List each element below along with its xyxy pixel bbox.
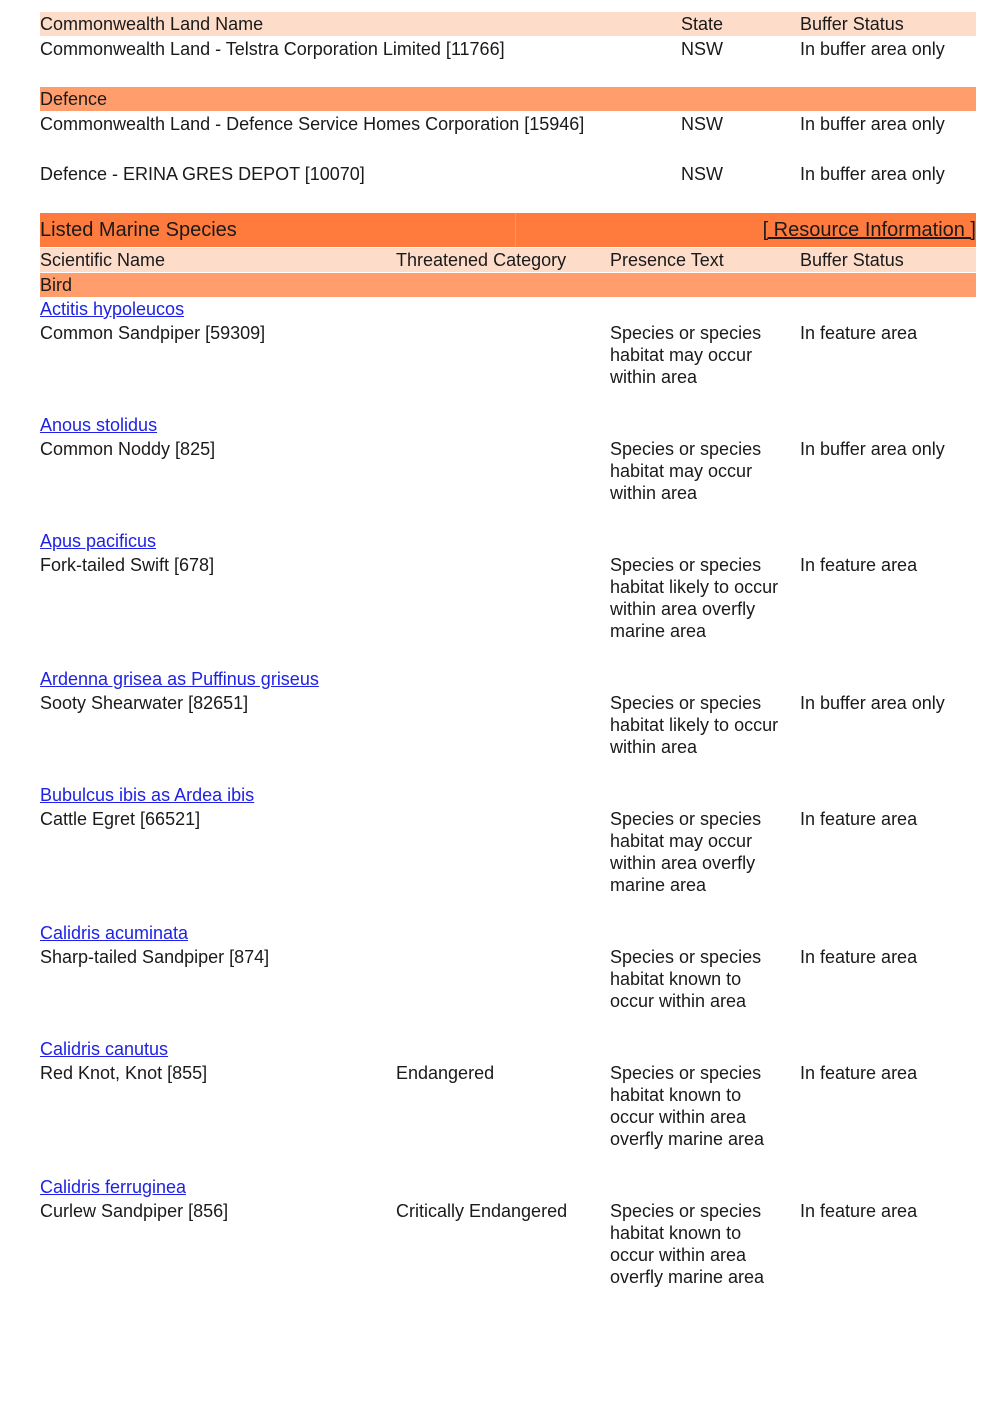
presence-text-line: within area overfly	[610, 853, 756, 873]
bird-group-header	[40, 273, 976, 297]
presence-text-line: Species or species	[610, 1201, 762, 1221]
presence-text-line: within area	[610, 483, 698, 503]
marine-species-title-bar	[40, 213, 976, 247]
species-entry	[40, 783, 976, 896]
buffer-status: In feature area	[800, 1063, 918, 1083]
table-row	[40, 1062, 976, 1150]
land-buffer: In buffer area only	[800, 164, 945, 184]
land-buffer: In buffer area only	[800, 39, 945, 59]
species-scientific-link[interactable]: Calidris acuminata	[40, 923, 189, 943]
commonwealth-header-row	[40, 12, 976, 36]
presence-text-line: habitat may occur	[610, 831, 753, 851]
species-name-row	[40, 667, 976, 692]
presence-text	[610, 438, 800, 504]
species-scientific-link[interactable]: Anous stolidus	[40, 415, 158, 435]
presence-text	[610, 946, 800, 1012]
presence-text	[610, 692, 800, 758]
buffer-status-header: Buffer Status	[800, 250, 904, 270]
species-name-row	[40, 297, 976, 322]
land-name: Commonwealth Land - Defence Service Homes Corporation [15946]	[40, 114, 585, 134]
species-common-name: Red Knot, Knot [855]	[40, 1063, 208, 1083]
species-entry	[40, 667, 976, 758]
presence-text-line: marine area	[610, 621, 707, 641]
species-scientific-link[interactable]: Ardenna grisea as Puffinus griseus	[40, 669, 319, 689]
species-common-name: Curlew Sandpiper [856]	[40, 1201, 229, 1221]
land-name: Defence - ERINA GRES DEPOT [10070]	[40, 164, 365, 184]
defence-group-header	[40, 87, 976, 111]
presence-text-line: occur within area	[610, 991, 747, 1011]
state-header: State	[681, 14, 724, 34]
threatened-category	[396, 438, 610, 504]
threatened-category: Critically Endangered	[396, 1201, 568, 1221]
species-scientific-link[interactable]: Calidris ferruginea	[40, 1177, 187, 1197]
buffer-status: In feature area	[800, 809, 918, 829]
threatened-category: Endangered	[396, 1063, 495, 1083]
species-name-row	[40, 1175, 976, 1200]
species-entry	[40, 413, 976, 504]
scientific-name-header: Scientific Name	[40, 250, 166, 270]
threatened-category	[396, 692, 610, 758]
presence-text-line: Species or species	[610, 439, 762, 459]
resource-information-link[interactable]: [ Resource Information ]	[762, 219, 976, 241]
table-row	[40, 163, 976, 185]
species-entry	[40, 1175, 976, 1288]
presence-text	[610, 1062, 800, 1150]
presence-text-line: Species or species	[610, 323, 762, 343]
buffer-status: In buffer area only	[800, 439, 945, 459]
buffer-status: In buffer area only	[800, 693, 945, 713]
threatened-category	[396, 554, 610, 642]
table-row	[40, 692, 976, 758]
marine-header-row	[40, 248, 976, 272]
species-name-row	[40, 413, 976, 438]
presence-text	[610, 808, 800, 896]
group-label: Bird	[40, 275, 73, 295]
presence-text-line: within area	[610, 367, 698, 387]
presence-text-line: Species or species	[610, 1063, 762, 1083]
table-row	[40, 554, 976, 642]
presence-text-line: Species or species	[610, 947, 762, 967]
land-state: NSW	[681, 114, 723, 134]
presence-text-line: within area overfly	[610, 599, 756, 619]
species-scientific-link[interactable]: Actitis hypoleucos	[40, 299, 185, 319]
presence-text	[610, 554, 800, 642]
species-common-name: Cattle Egret [66521]	[40, 809, 201, 829]
presence-text-line: overfly marine area	[610, 1267, 765, 1287]
presence-text-line: occur within area	[610, 1107, 747, 1127]
species-list	[40, 297, 976, 1288]
species-common-name: Sharp-tailed Sandpiper [874]	[40, 947, 270, 967]
presence-text-line: habitat likely to occur	[610, 715, 779, 735]
buffer-status: In feature area	[800, 1201, 918, 1221]
land-state: NSW	[681, 164, 723, 184]
table-row	[40, 808, 976, 896]
buffer-status: In feature area	[800, 555, 918, 575]
threatened-category	[396, 808, 610, 896]
table-row	[40, 322, 976, 388]
table-row	[40, 946, 976, 1012]
species-name-row	[40, 529, 976, 554]
presence-text-line: within area	[610, 737, 698, 757]
presence-text	[610, 1200, 800, 1288]
species-scientific-link[interactable]: Apus pacificus	[40, 531, 157, 551]
species-scientific-link[interactable]: Bubulcus ibis as Ardea ibis	[40, 785, 255, 805]
presence-text-line: habitat may occur	[610, 461, 753, 481]
presence-text-line: occur within area	[610, 1245, 747, 1265]
presence-text	[610, 322, 800, 388]
presence-text-line: habitat known to	[610, 1223, 742, 1243]
species-common-name: Common Sandpiper [59309]	[40, 323, 266, 343]
presence-text-line: Species or species	[610, 809, 762, 829]
threatened-category-header: Threatened Category	[396, 250, 567, 270]
table-row	[40, 38, 976, 60]
species-name-row	[40, 783, 976, 808]
land-name: Commonwealth Land - Telstra Corporation Limited [11766]	[40, 39, 505, 59]
buffer-status: In feature area	[800, 323, 918, 343]
presence-text-line: habitat known to	[610, 969, 742, 989]
table-row	[40, 438, 976, 504]
commonwealth-name-header: Commonwealth Land Name	[40, 14, 264, 34]
presence-text-line: habitat likely to occur	[610, 577, 779, 597]
species-entry	[40, 1037, 976, 1150]
table-row	[40, 113, 976, 135]
species-entry	[40, 921, 976, 1012]
threatened-category	[396, 946, 610, 1012]
threatened-category	[396, 322, 610, 388]
species-entry	[40, 297, 976, 388]
presence-text-header: Presence Text	[610, 250, 724, 270]
presence-text-line: Species or species	[610, 555, 762, 575]
report-content	[40, 12, 976, 1288]
buffer-status-header: Buffer Status	[800, 14, 904, 34]
resource-information-cell	[515, 213, 976, 247]
species-name-row	[40, 1037, 976, 1062]
buffer-status: In feature area	[800, 947, 918, 967]
presence-text-line: habitat known to	[610, 1085, 742, 1105]
presence-text-line: marine area	[610, 875, 707, 895]
species-scientific-link[interactable]: Calidris canutus	[40, 1039, 169, 1059]
species-common-name: Fork-tailed Swift [678]	[40, 555, 215, 575]
land-buffer: In buffer area only	[800, 114, 945, 134]
defence-label: Defence	[40, 89, 108, 109]
table-row	[40, 1200, 976, 1288]
species-entry	[40, 529, 976, 642]
presence-text-line: habitat may occur	[610, 345, 753, 365]
presence-text-line: Species or species	[610, 693, 762, 713]
species-name-row	[40, 921, 976, 946]
section-title: Listed Marine Species	[40, 219, 237, 241]
land-state: NSW	[681, 39, 723, 59]
species-common-name: Common Noddy [825]	[40, 439, 216, 459]
species-common-name: Sooty Shearwater [82651]	[40, 693, 249, 713]
presence-text-line: overfly marine area	[610, 1129, 765, 1149]
